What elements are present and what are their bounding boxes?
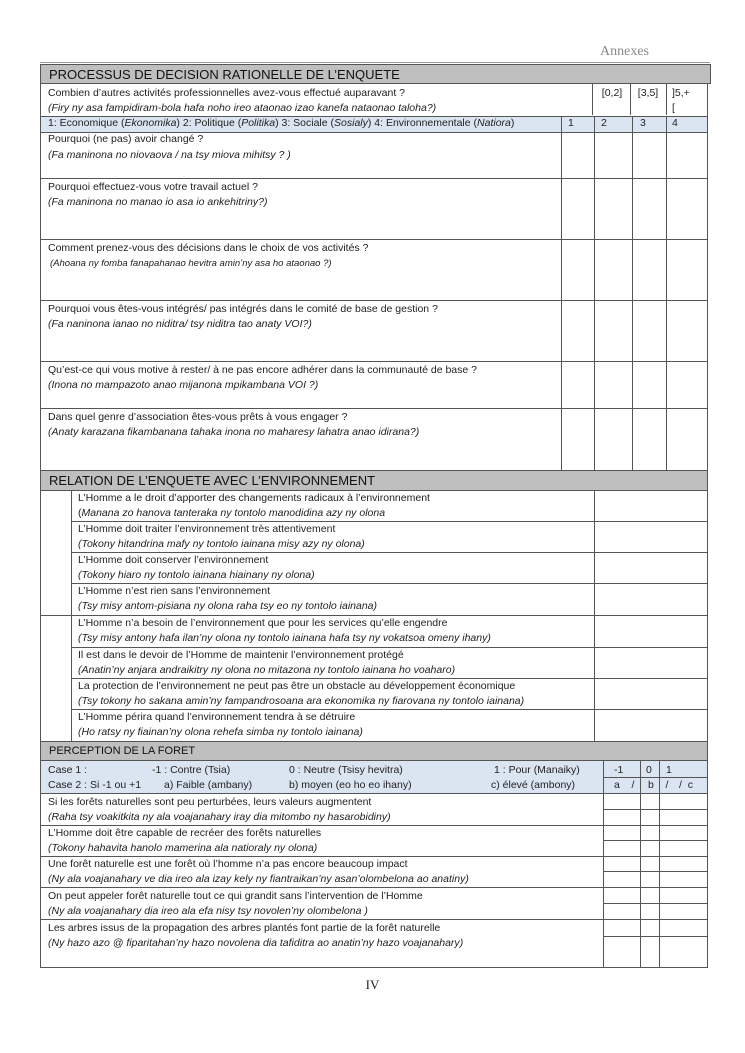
env-item-4-malagasy: (Tsy misy antom-pisiana ny olona raha tsy eo ny tontolo iainana) (78, 600, 378, 612)
env-item-1-malagasy: (Manana zo hanova tanteraka ny tontolo manodidina azy ny olona (78, 507, 386, 519)
forest-item-1-french: Si les forêts naturelles sont peu perturbées, leurs valeurs augmentent (48, 796, 372, 808)
q4-malagasy: (Fa naninona ianao no niditra/ tsy niditra tao anaty VOI?) (48, 318, 312, 330)
q1-malagasy: (Fa maninona no niovaova / na tsy miova mihitsy ? ) (48, 149, 291, 161)
forest-item-2-malagasy: (Tokony hahavita hanolo mamerina ala natioraly ny olona) (48, 842, 318, 854)
env-item-2-malagasy: (Tokony hitandrina mafy ny tontolo iainana misy azy ny olona) (78, 538, 365, 550)
category-num-2: 2 (601, 117, 607, 129)
forest-item-3-malagasy: (Ny ala voajanahary ve dia ireo ala izay kely ny fiantraikan’ny asan’olombelona ao anatiny) (48, 873, 469, 885)
letter-a: a / (614, 779, 635, 791)
case2-faible: a) Faible (ambany) (164, 779, 253, 791)
env-item-3-french: L’Homme doit conserver l’environnement (78, 554, 269, 566)
letter-b: b / (648, 779, 669, 791)
q5-french: Qu’est-ce qui vous motive à rester/ à ne pas encore adhérer dans la communauté de base ? (48, 364, 477, 376)
env-item-1-french: L’Homme a le droit d’apporter des changements radicaux à l’environnement (78, 492, 430, 504)
q2-french: Pourquoi effectuez-vous votre travail actuel ? (48, 181, 258, 193)
range-3-5: [3,5] (637, 87, 659, 99)
case2-moyen: b) moyen (eo ho eo ihany) (289, 779, 412, 791)
range-0-2: [0,2] (601, 87, 623, 99)
section1-title: PROCESSUS DE DECISION RATIONELLE DE L’ENQUETE (49, 67, 400, 82)
q0-malagasy: (Firy ny asa fampidiram-bola hafa noho ireo ataonao izao kanefa nataonao taloha?) (48, 102, 437, 114)
q3-french: Comment prenez-vous des décisions dans le choix de vos activités ? (48, 242, 369, 254)
q6-french: Dans quel genre d’association êtes-vous prêts à vous engager ? (48, 411, 348, 423)
q4-french: Pourquoi vous êtes-vous intégrés/ pas intégrés dans le comité de base de gestion ? (48, 303, 438, 315)
q1-french: Pourquoi (ne pas) avoir changé ? (48, 133, 204, 145)
range-5-plus: ]5,+ (672, 87, 690, 99)
forest-item-1-malagasy: (Raha tsy voakitkita ny ala voajanahary iray dia mitombo ny hasarobidiny) (48, 811, 391, 823)
value-plus-1: 1 (666, 764, 672, 776)
forest-item-4-malagasy: (Ny ala voajanahary dia ireo ala efa nisy tsy novolen’ny olombelona ) (48, 905, 368, 917)
forest-item-3-french: Une forêt naturelle est une forêt où l’homme n’a pas encore beaucoup impact (48, 858, 408, 870)
section2-title: RELATION DE L’ENQUETE AVEC L’ENVIRONNEMENT (49, 473, 376, 488)
case1-neutre: 0 : Neutre (Tsisy hevitra) (289, 764, 403, 776)
q5-malagasy: (Inona no mampazoto anao mijanona mpikambana VOI ?) (48, 379, 319, 391)
case1-label: Case 1 : (48, 764, 88, 776)
section3-title: PERCEPTION DE LA FORET (49, 745, 196, 757)
env-item-6-french: Il est dans le devoir de l’Homme de maintenir l’environnement protégé (78, 649, 404, 661)
env-item-3-malagasy: (Tokony hiaro ny tontolo iainana hiainany ny olona) (78, 569, 315, 581)
header-rule (40, 62, 710, 63)
q0-french: Combien d’autres activités professionnelles avez-vous effectué auparavant ? (48, 87, 406, 99)
range-5-plus-bracket: [ (672, 102, 675, 114)
letter-c: / c (679, 779, 694, 791)
case2-label: Case 2 : Si -1 ou +1 (48, 779, 142, 791)
env-item-5-french: L’Homme n’a besoin de l’environnement que pour les services qu’elle engendre (78, 617, 448, 629)
forest-item-4-french: On peut appeler forêt naturelle tout ce qui grandit sans l’intervention de l’Homme (48, 890, 423, 902)
q2-malagasy: (Fa maninona no manao io asa io ankehitriny?) (48, 196, 268, 208)
forest-item-2-french: L’Homme doit être capable de recréer des forêts naturelles (48, 827, 322, 839)
value-minus-1: -1 (614, 764, 624, 776)
case2-eleve: c) élevé (ambony) (491, 779, 576, 791)
section2-header (40, 470, 708, 491)
env-item-5-malagasy: (Tsy misy antony hafa ilan’ny olona ny tontolo iainana hafa tsy ny vokatsoa omeny ihany) (78, 632, 491, 644)
section1-header (40, 64, 711, 84)
env-item-7-malagasy: (Tsy tokony ho sakana amin’ny fampandrosoana ara ekonomika ny fiarovana ny tontolo iainana) (78, 695, 525, 707)
q3-malagasy: (Ahoana ny fomba fanapahanao hevitra amin’ny asa ho ataonao ?) (50, 258, 332, 269)
page-number: IV (365, 977, 380, 992)
case1-contre: -1 : Contre (Tsia) (152, 764, 231, 776)
forest-item-5-malagasy: (Ny hazo azo @ fiparitahan’ny hazo novolena dia tafiditra ao anatin’ny hazo voajanahary) (48, 937, 464, 949)
category-num-3: 3 (640, 117, 646, 129)
categories-label: 1: Economique (Ekonomika) 2: Politique (Politika) 3: Sociale (Sosialy) 4: Environnementale (Natiora) (48, 117, 515, 129)
env-item-8-malagasy: (Ho ratsy ny fiainan’ny olona rehefa simba ny tontolo iainana) (78, 726, 363, 738)
env-item-4-french: L’Homme n’est rien sans l’environnement (78, 585, 271, 597)
env-item-6-malagasy: (Anatin’ny anjara andraikitry ny olona no mitazona ny tontolo iainana ho voaharo) (78, 664, 456, 676)
env-item-2-french: L’Homme doit traiter l’environnement très attentivement (78, 523, 336, 535)
q6-malagasy: (Anaty karazana fikambanana tahaka inona no maharesy lahatra anao idirana?) (48, 426, 420, 438)
forest-item-5-french: Les arbres issus de la propagation des arbres plantés font partie de la forêt naturelle (48, 922, 441, 934)
category-num-4: 4 (672, 117, 678, 129)
env-item-8-french: L’Homme périra quand l’environnement tendra à se détruire (78, 711, 356, 723)
section3-header (40, 741, 708, 761)
header-title: Annexes (600, 44, 649, 59)
value-0: 0 (646, 764, 652, 776)
case1-pour: 1 : Pour (Manaiky) (494, 764, 580, 776)
category-num-1: 1 (568, 117, 574, 129)
env-item-7-french: La protection de l’environnement ne peut pas être un obstacle au développement économique (78, 680, 516, 692)
